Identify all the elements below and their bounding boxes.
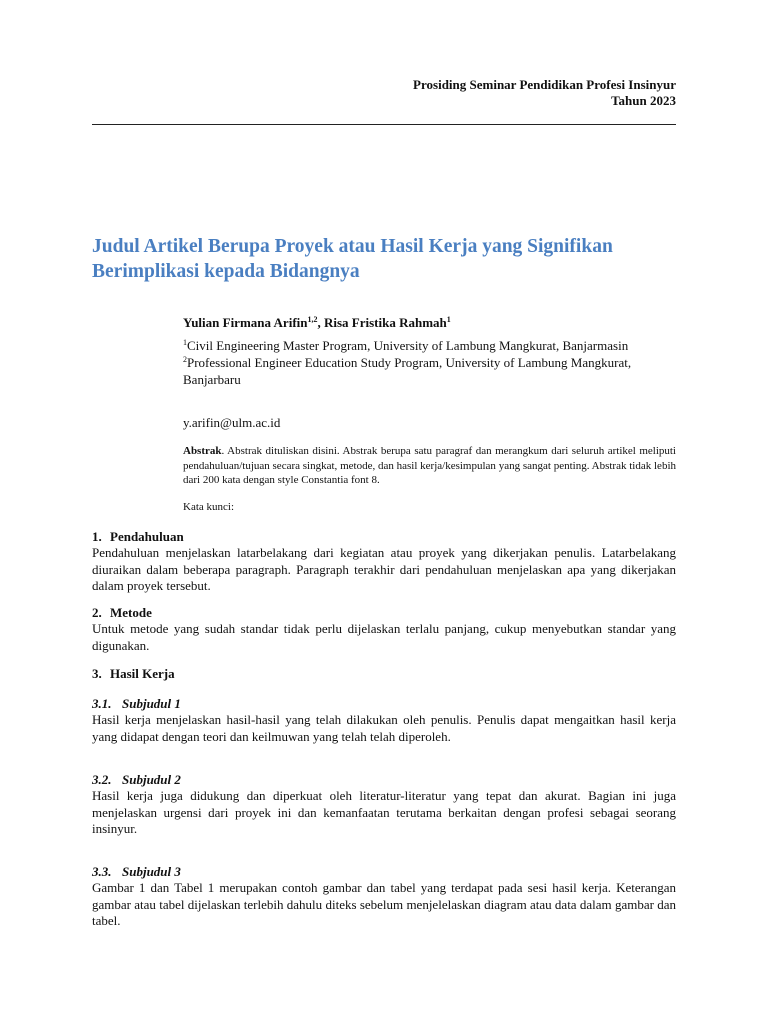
running-header	[413, 77, 676, 109]
author-separator: ,	[317, 315, 324, 330]
journal-year: Tahun 2023	[611, 93, 676, 108]
subsection-body: Hasil kerja menjelaskan hasil-hasil yang telah dilakukan oleh penulis. Penulis dapat mengaitkan hasil kerja yang didapat dengan teori dan keilmuwan yang telah telah diperoleh.	[92, 712, 676, 744]
affiliation-text: Professional Engineer Education Study Program, University of Lambung Mangkurat, Banjarbaru	[183, 355, 632, 387]
section-number: 2.	[92, 605, 102, 620]
author-name: Yulian Firmana Arifin	[183, 315, 308, 330]
subsection-number: 3.3.	[92, 864, 112, 879]
section-title: Hasil Kerja	[110, 666, 175, 681]
section-body: Untuk metode yang sudah standar tidak perlu dijelaskan terlalu panjang, cukup menyebutkan standar yang digunakan.	[92, 621, 676, 653]
subsection-heading	[92, 772, 676, 788]
subsection-number: 3.2.	[92, 772, 112, 787]
subsection-title: Subjudul 1	[122, 696, 181, 711]
header-divider	[92, 124, 676, 125]
section-pendahuluan	[92, 529, 676, 595]
affiliation	[183, 337, 676, 354]
subsection-3-2	[92, 772, 676, 838]
section-hasil-kerja	[92, 666, 676, 682]
keywords-label: Kata kunci:	[183, 501, 235, 513]
subsection-heading	[92, 696, 676, 712]
author-name: Risa Fristika Rahmah	[323, 315, 447, 330]
subsection-title: Subjudul 3	[122, 864, 181, 879]
subsection-body: Hasil kerja juga didukung dan diperkuat oleh literatur-literatur yang tepat dan akurat. Bagian ini juga menjelaskan urgensi dari proyek ini dan kemanfaatan terutama berkaitan dengan profesi sebagai seorang insinyur.	[92, 788, 676, 836]
affiliation-mark: 2	[183, 355, 187, 364]
affiliation-text: Civil Engineering Master Program, University of Lambung Mangkurat, Banjarmasin	[187, 338, 629, 353]
section-body: Pendahuluan menjelaskan latarbelakang dari kegiatan atau proyek yang dikerjakan penulis. Latarbelakang diuraikan dalam beberapa paragraph. Paragraph terakhir dari pendahuluan menjelaskan apa yang dikerjakan dalam proyek tersebut.	[92, 545, 676, 593]
author-list	[183, 315, 451, 331]
abstract-label: Abstrak	[183, 445, 222, 457]
section-title: Pendahuluan	[110, 529, 184, 544]
journal-name: Prosiding Seminar Pendidikan Profesi Insinyur	[413, 77, 676, 92]
subsection-3-3	[92, 864, 676, 930]
section-number: 1.	[92, 529, 102, 544]
section-heading	[92, 666, 676, 682]
contact-email: y.arifin@ulm.ac.id	[183, 415, 281, 430]
subsection-number: 3.1.	[92, 696, 112, 711]
abstract-text: . Abstrak dituliskan disini. Abstrak berupa satu paragraf dan merangkum dari seluruh artikel meliputi pendahuluan/tujuan secara singkat, metode, dan hasil kerja/kesimpulan yang sangat penting. Abstrak tidak lebih dari 200 kata dengan style Constantia font 8.	[183, 445, 676, 486]
affiliation	[183, 354, 676, 388]
article-title: Judul Artikel Berupa Proyek atau Hasil Kerja yang Signifikan Berimplikasi kepada Bidangnya	[92, 236, 613, 282]
subsection-title: Subjudul 2	[122, 772, 181, 787]
section-heading	[92, 529, 676, 545]
abstract	[183, 444, 676, 488]
author-affiliation-mark: 1	[446, 315, 451, 324]
author-affiliation-mark: 1,2	[307, 315, 318, 324]
affiliation-list	[183, 337, 676, 388]
subsection-3-1	[92, 696, 676, 745]
section-number: 3.	[92, 666, 102, 681]
section-title: Metode	[110, 605, 152, 620]
affiliation-mark: 1	[183, 338, 187, 347]
section-metode	[92, 605, 676, 654]
subsection-body: Gambar 1 dan Tabel 1 merupakan contoh gambar dan tabel yang terdapat pada sesi hasil kerja. Keterangan gambar atau tabel dijelaskan terlebih dahulu diteks sebelum menjelelaskan diagram atau data dalam gambar dan tabel.	[92, 880, 676, 928]
section-heading	[92, 605, 676, 621]
subsection-heading	[92, 864, 676, 880]
